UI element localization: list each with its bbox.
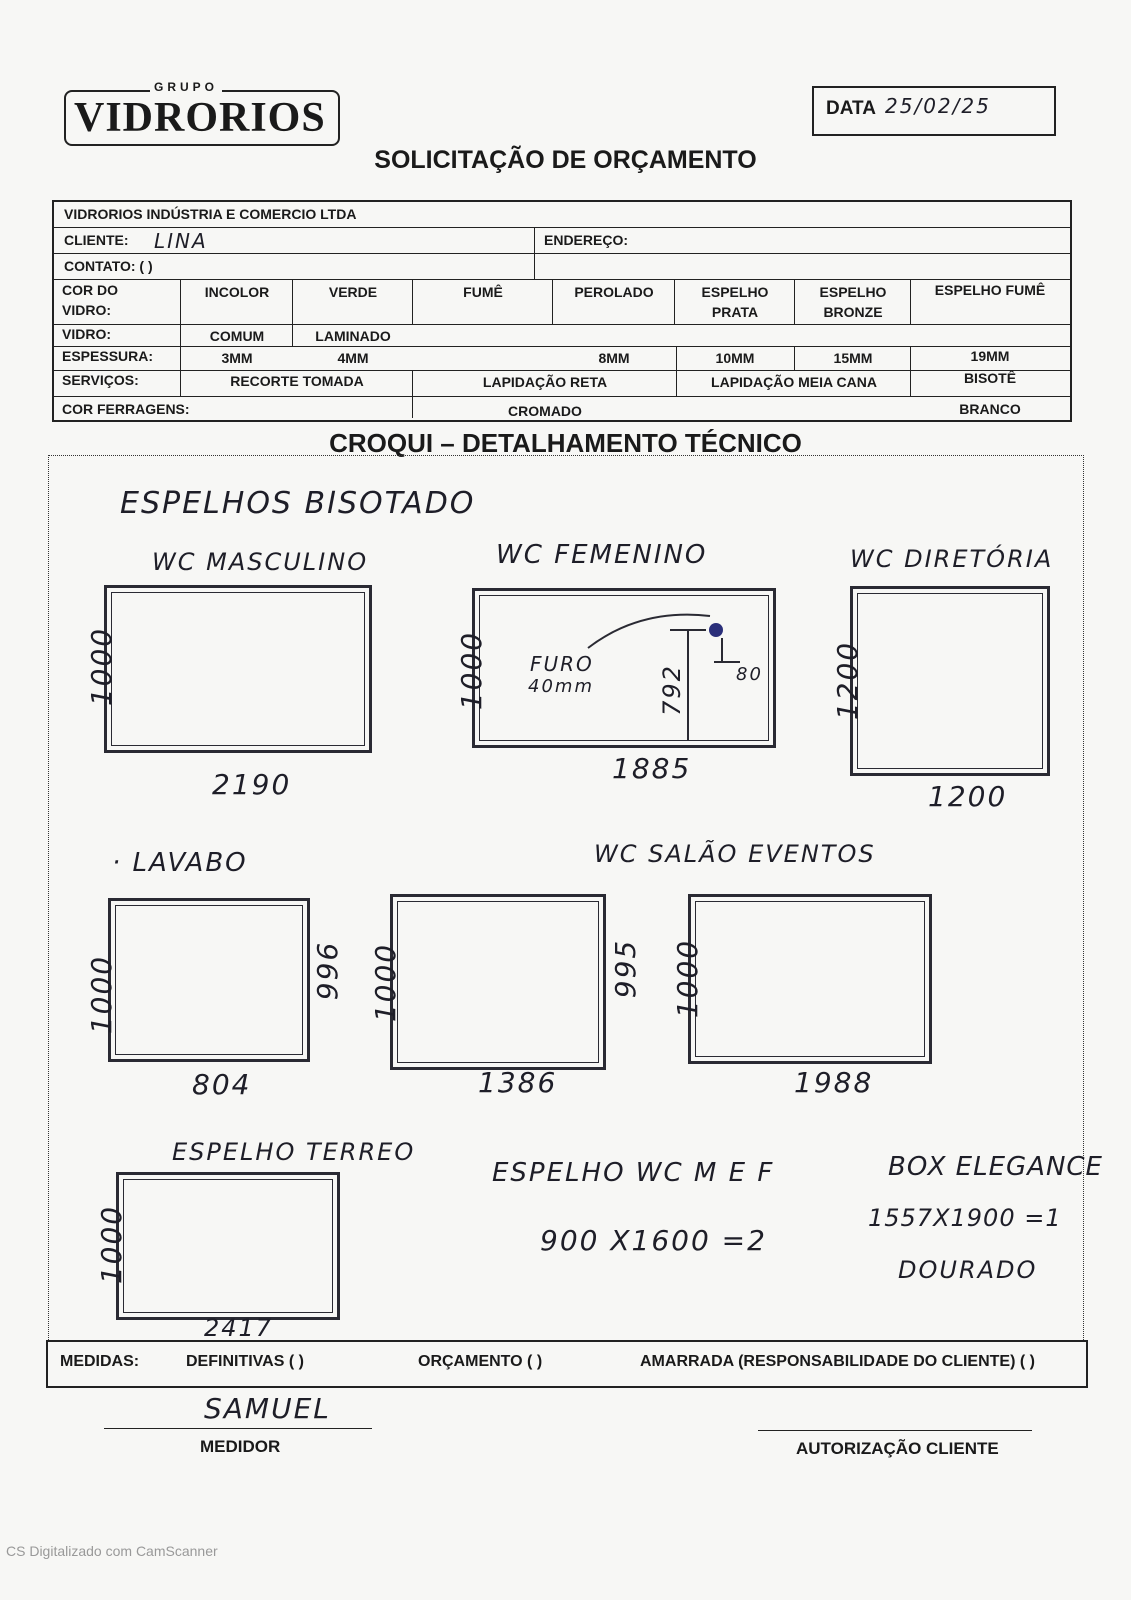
note-espelho-wc-size: 900 X1600 =2 [540,1224,767,1257]
opt-bisote: BISOTÊ [963,370,1017,386]
opt-10mm: 10MM [715,350,755,366]
note-espelho-wc: ESPELHO WC M E F [492,1158,775,1188]
camscanner-watermark: CS Digitalizado com CamScanner [6,1543,218,1559]
opt-3mm: 3MM [221,350,253,366]
mirror-terreo [116,1172,340,1320]
opt-branco: BRANCO [959,401,1021,417]
label-lavabo: · LAVABO [112,848,248,878]
furo-detail [470,586,780,746]
vidro-label: VIDRO: [62,326,111,342]
dim-masc-h: 1000 [85,626,119,707]
dim-ter-w: 2417 [204,1314,274,1342]
opt-espelho-prata: ESPELHO [701,284,769,300]
opt-perolado: PEROLADO [574,284,654,300]
opt-espelho-bronze: ESPELHO [819,284,887,300]
autorizacao-line [758,1430,1032,1431]
dim-fem-h: 1000 [455,630,489,711]
mirror-salao-1 [390,894,606,1070]
dim-sal2-h: 1000 [671,938,705,1019]
opt-fume: FUMÊ [463,284,503,300]
dim-lav-r: 996 [311,940,345,1001]
cor-label: COR DO [62,282,118,298]
dim-sal1-h: 1000 [369,942,403,1023]
opt-espelho-fume: ESPELHO FUMÊ [934,282,1046,298]
opt-lapidacao-reta: LAPIDAÇÃO RETA [482,374,608,390]
label-furo-size: 40mm [528,676,594,697]
logo-subtitle: GRUPO [150,80,222,94]
dim-fem-w: 1885 [612,752,692,785]
opt-19mm: 19MM [970,348,1010,364]
label-furo: FURO [530,652,594,676]
page-title: SOLICITAÇÃO DE ORÇAMENTO [374,146,757,174]
dim-dir-w: 1200 [928,780,1008,813]
dim-fem-t: 80 [736,664,763,685]
espessura-label: ESPESSURA: [62,348,154,364]
opt-15mm: 15MM [833,350,873,366]
opt-recorte: RECORTE TOMADA [230,373,364,389]
cliente-label: CLIENTE: [64,232,129,248]
label-wc-masculino: WC MASCULINO [152,548,369,576]
mirror-lavabo [108,898,310,1062]
logo-text: VIDRORIOS [74,95,326,141]
sketch-title: CROQUI – DETALHAMENTO TÉCNICO [329,428,802,458]
note-box-color: DOURADO [898,1256,1038,1284]
label-espelho-terreo: ESPELHO TERREO [172,1138,416,1166]
opt-comum: COMUM [209,328,265,344]
opt-8mm: 8MM [598,350,630,366]
opt-espelho-bronze-2: BRONZE [823,304,883,320]
endereco-label: ENDEREÇO: [544,232,629,248]
opt-espelho-prata-2: PRATA [711,304,759,320]
servicos-label: SERVIÇOS: [62,372,139,388]
furo-hole-icon [709,623,723,637]
ferragens-label: COR FERRAGENS: [62,401,190,417]
medidas-label: MEDIDAS: [60,1353,140,1370]
dim-lav-w: 804 [192,1068,252,1101]
label-wc-femenino: WC FEMENINO [496,540,708,570]
medidor-line [104,1428,372,1429]
cliente-value: LINA [154,229,208,253]
opt-amarrada: AMARRADA (RESPONSABILIDADE DO CLIENTE) ( ) [640,1353,1035,1370]
autorizacao-label: AUTORIZAÇÃO CLIENTE [796,1439,999,1458]
dim-fem-v: 792 [657,664,686,716]
opt-4mm: 4MM [337,350,369,366]
dim-sal1-w: 1386 [478,1066,558,1099]
dim-dir-h: 1200 [831,640,865,721]
sketch-heading: ESPELHOS BISOTADO [120,486,476,521]
date-label: DATA [826,98,876,119]
date-value: 25/02/25 [885,94,991,118]
opt-orcamento: ORÇAMENTO ( ) [418,1353,543,1370]
dim-sal1-r: 995 [609,938,643,999]
medidor-label: MEDIDOR [200,1437,281,1456]
mirror-wc-masculino [104,585,372,753]
dim-sal2-w: 1988 [794,1066,874,1099]
dim-ter-h: 1000 [95,1204,129,1285]
mirror-wc-diretoria [850,586,1050,776]
company-name: VIDRORIOS INDÚSTRIA E COMERCIO LTDA [64,206,357,222]
note-box: BOX ELEGANCE [888,1152,1103,1182]
mirror-salao-2 [688,894,932,1064]
medidor-signature: SAMUEL [204,1392,331,1425]
cor-label-2: VIDRO: [62,302,111,318]
opt-lapidacao-meia-cana: LAPIDAÇÃO MEIA CANA [711,374,877,390]
opt-definitivas: DEFINITIVAS ( ) [186,1353,304,1370]
opt-incolor: INCOLOR [204,284,270,300]
label-wc-salao: WC SALÃO EVENTOS [594,840,876,868]
note-box-size: 1557X1900 =1 [868,1204,1062,1232]
opt-laminado: LAMINADO [315,328,391,344]
contato-label: CONTATO: ( ) [64,258,153,274]
opt-verde: VERDE [328,284,378,300]
dim-lav-h: 1000 [85,954,119,1035]
quote-form-table [52,200,1072,422]
label-wc-diretoria: WC DIRETÓRIA [850,545,1054,573]
opt-cromado: CROMADO [508,403,582,419]
dim-masc-w: 2190 [212,768,292,801]
